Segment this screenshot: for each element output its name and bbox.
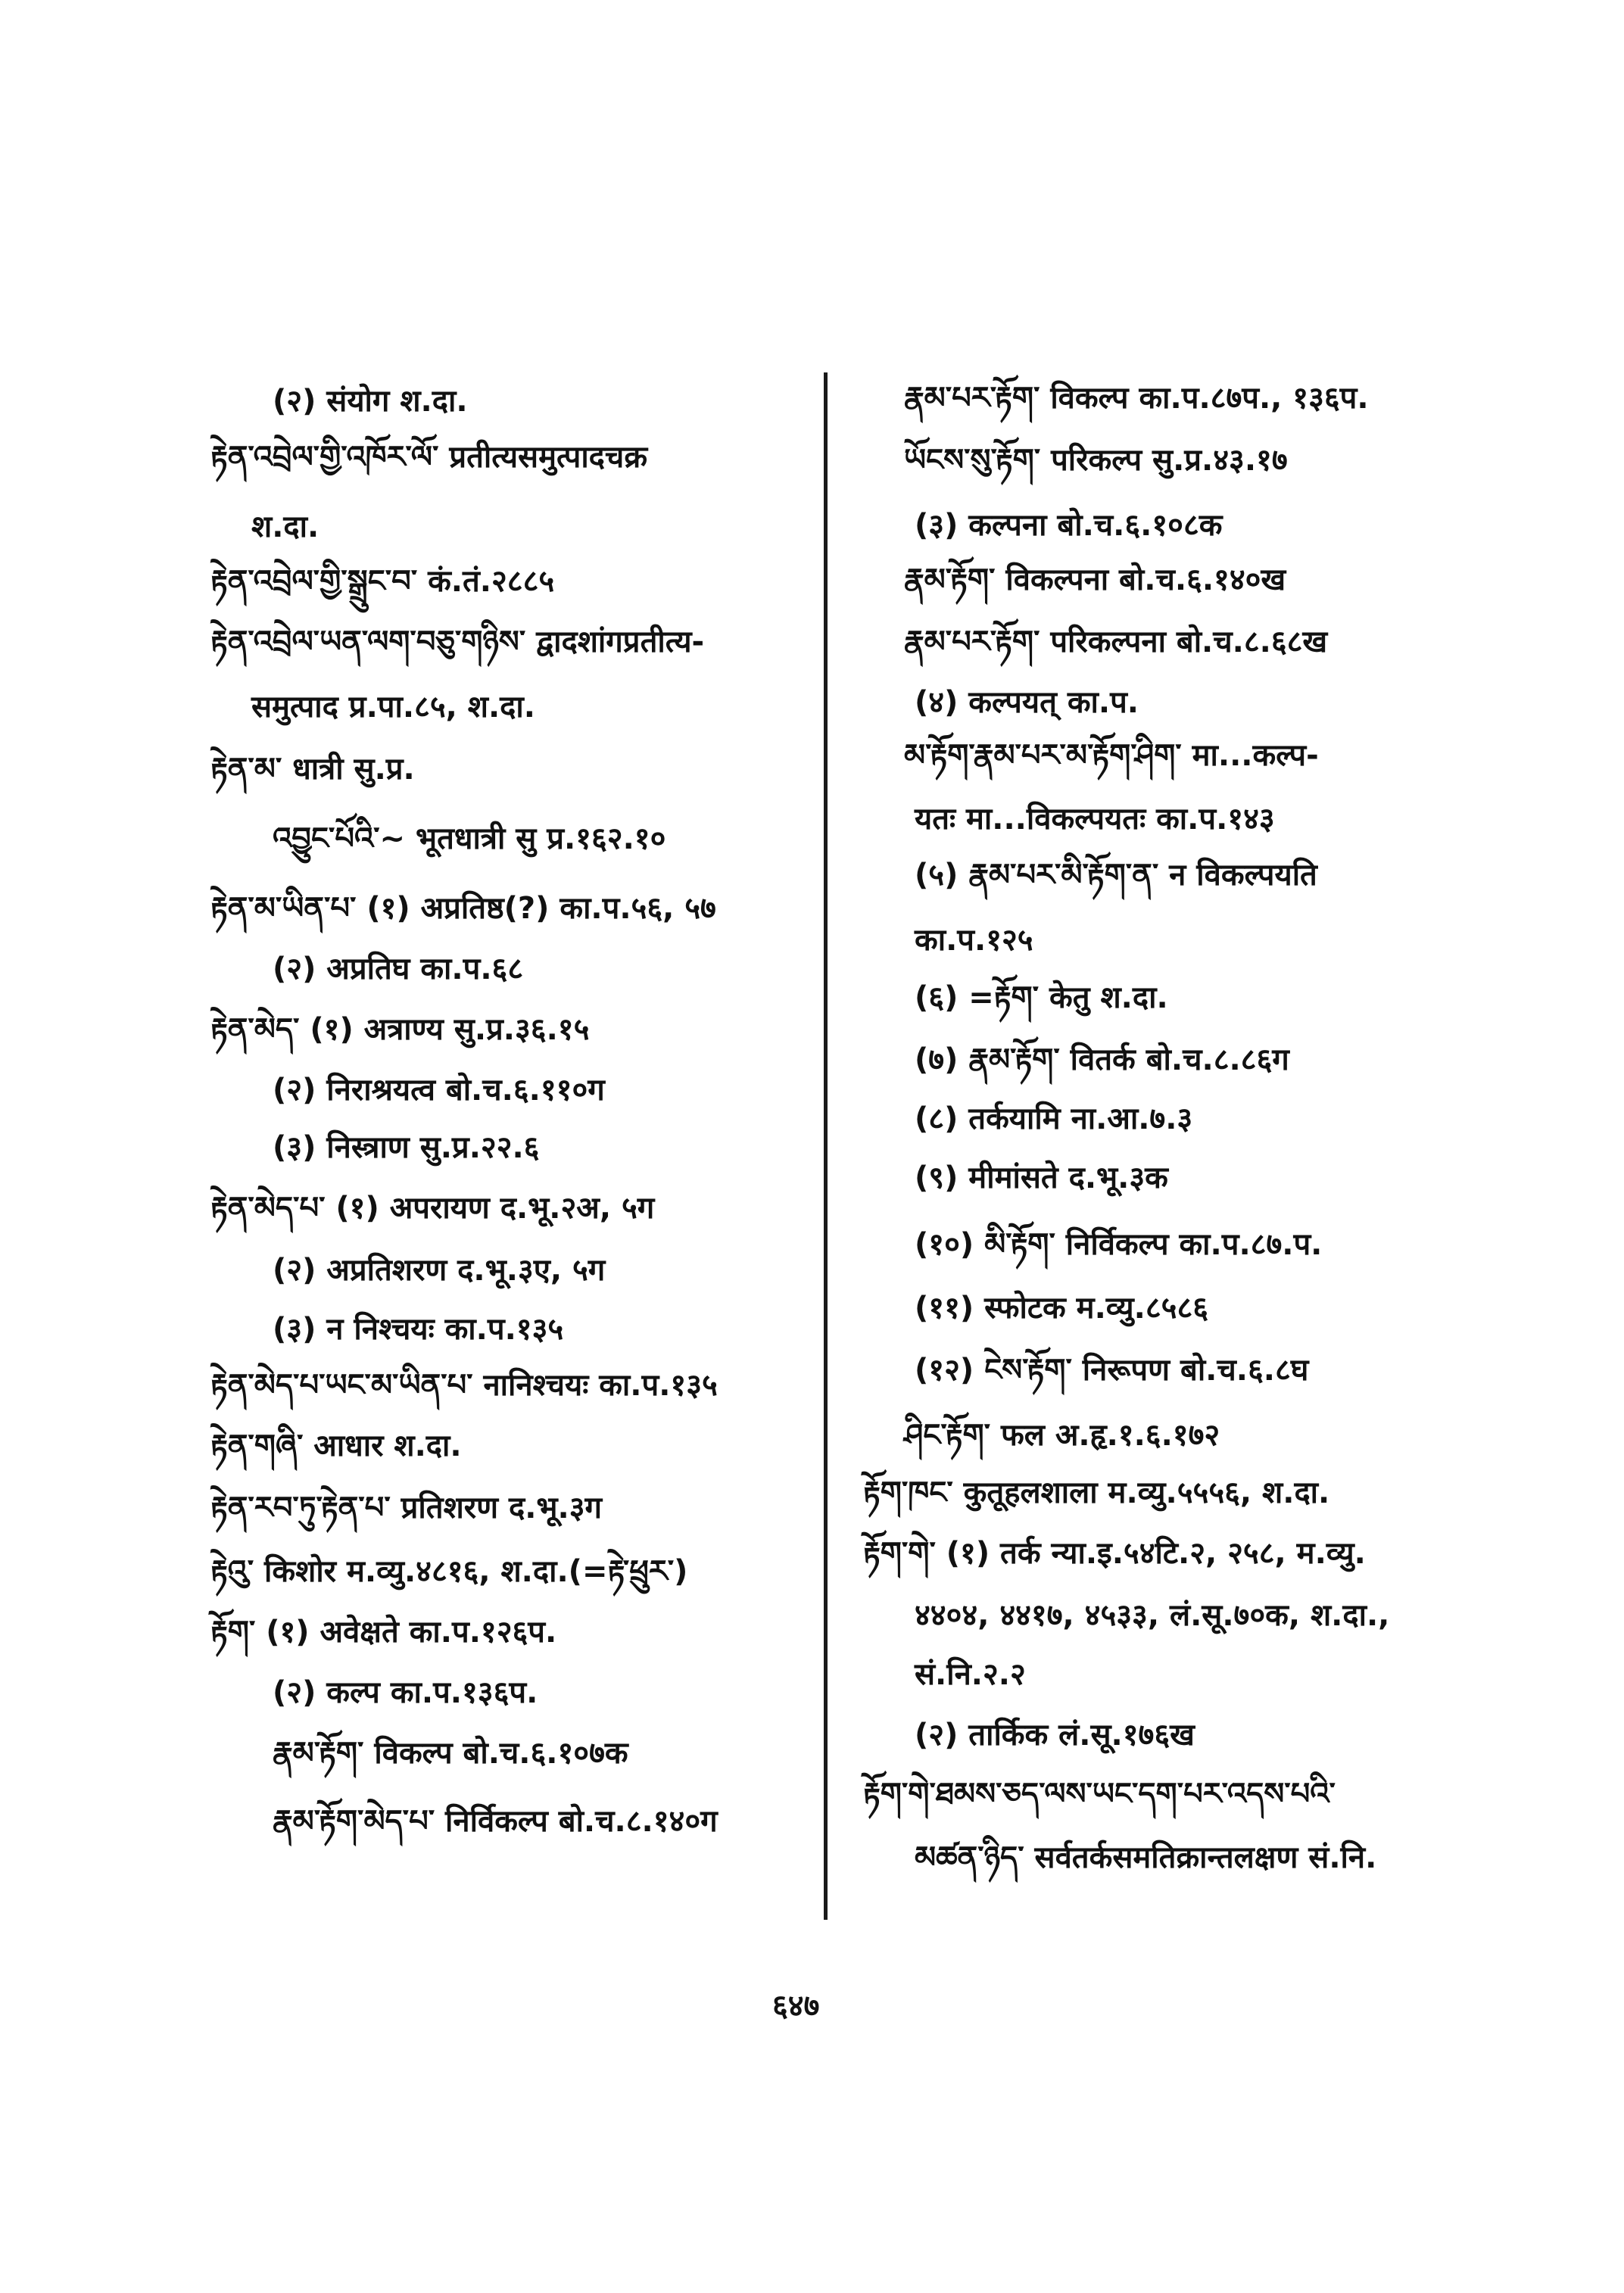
entry-line: (८) तर्कयामि ना.आ.७.३ (915, 1101, 1193, 1136)
entry-line: རྟོག་གེ་ཐམས་ཅད་ལས་ཡང་དག་པར་འདས་པའི་ (863, 1777, 1336, 1812)
entry-line: རྟོག་ཁང་ कुतूहलशाला म.व्यु.५५५६, श.दा. (863, 1475, 1330, 1510)
entry-line: (१०) མི་རྟོག་ निर्विकल्प का.प.८७.प. (915, 1227, 1323, 1262)
entry-line: རྟེའུ་ किशोर म.व्यु.४८१६, श.दा.(=རྟེ་ཕྲུར་) (210, 1554, 688, 1589)
entry-line: (७) རྣམ་རྟོག་ वितर्क बो.च.८.८६ग (915, 1042, 1289, 1077)
entry-line: (९) मीमांसते द.भू.३क (915, 1161, 1168, 1195)
entry-line: རྣམ་རྟོག་ विकल्प बो.च.६.१०७क (273, 1736, 628, 1771)
entry-line: (५) རྣམ་པར་མི་རྟོག་ན་ न विकल्पयति (915, 858, 1317, 893)
entry-line: རྣམ་པར་རྟོག་ परिकल्पना बो.च.८.६८ख (904, 625, 1328, 659)
entry-line: རྣམ་པར་རྟོག་ विकल्प का.प.८७प., १३६प. (904, 381, 1369, 416)
entry-line: (३) कल्पना बो.च.६.१०८क (915, 508, 1223, 543)
entry-line: का.प.१२५ (915, 923, 1033, 958)
entry-line: རྟེན་མེད་པ་ (१) अपरायण द.भू.२अ, ५ग (210, 1191, 655, 1226)
entry-line: རྟེན་འབྲེལ་གྱི་སྒྲུང་བ་ कं.तं.२८८५ (210, 564, 555, 599)
entry-line: (११) स्फोटक म.व्यु.८५८६ (915, 1291, 1209, 1326)
entry-line: རྟེན་མ་ཡིན་པ་ (१) अप्रतिष्ठ(?) का.प.५६, ५७ (210, 891, 716, 926)
entry-line: རྟེན་གཞི་ आधार श.दा. (210, 1428, 462, 1463)
entry-line: (३) निस्त्राण सु.प्र.२२.६ (273, 1130, 540, 1165)
entry-line: (४) कल्पयत् का.प. (915, 685, 1139, 720)
entry-line: མ་རྟོག་རྣམ་པར་མ་རྟོག་ཤིག་ मा...कल्प- (904, 738, 1319, 773)
entry-line: (१२) ངེས་རྟོག་ निरूपण बो.च.६.८घ (915, 1353, 1309, 1388)
entry-line: ४४०४, ४४१७, ४५३३, लं.सू.७०क, श.दा., (915, 1598, 1390, 1633)
entry-line: རྣམ་རྟོག་ विकल्पना बो.च.६.१४०ख (904, 562, 1286, 597)
entry-line: རྟེན་མ་ धात्री सु.प्र. (210, 752, 415, 787)
entry-line: རྟེན་མེད་ (१) अत्राण्य सु.प्र.३६.१५ (210, 1012, 590, 1047)
entry-line: ཤིང་རྟོག་ फल अ.हृ.१.६.१७२ (904, 1418, 1220, 1453)
entry-line: རྟོག་ (१) अवेक्षते का.प.१२६प. (210, 1615, 557, 1650)
entry-line: (६) =རྟོག་ केतु श.दा. (915, 980, 1168, 1015)
entry-line: यतः मा...विकल्पयतः का.प.१४३ (915, 802, 1275, 837)
entry-line: རྟེན་རབ་ཏུ་རྟེན་པ་ प्रतिशरण द.भू.३ग (210, 1491, 603, 1525)
entry-line: सं.नि.२.२ (915, 1657, 1026, 1692)
entry-line: (२) कल्प का.प.१३६प. (273, 1675, 538, 1710)
entry-line: (२) अप्रतिशरण द.भू.३ए, ५ग (273, 1253, 606, 1288)
entry-line: समुत्पाद प्र.पा.८५, श.दा. (251, 690, 535, 724)
entry-line: श.दा. (251, 509, 320, 544)
entry-line: རྟེན་མེད་པ་ཡང་མ་ཡིན་པ་ नानिश्चयः का.प.१३५ (210, 1368, 718, 1403)
entry-line: (३) न निश्चयः का.प.१३५ (273, 1312, 564, 1347)
entry-line: འབྱུང་པོའི་~ भूतधात्री सु प्र.१६२.१० (273, 821, 666, 856)
entry-line: རྣམ་རྟོག་མེད་པ་ निर्विकल्प बो.च.८.१४०ग (273, 1804, 718, 1839)
entry-line: (२) निराश्रयत्व बो.च.६.११०ग (273, 1073, 605, 1108)
entry-line: (२) अप्रतिघ का.प.६८ (273, 952, 524, 986)
column-divider (824, 372, 828, 1920)
entry-line: རྟེན་འབྲེལ་ཡན་ལག་བཅུ་གཉིས་ द्वादशांगप्रतीत्य- (210, 625, 705, 659)
entry-line: མཚན་ཉིད་ सर्वतर्कसमतिक्रान्तलक्षण सं.नि. (915, 1840, 1377, 1875)
entry-line: རྟེན་འབྲེལ་གྱི་འཁོར་ལོ་ प्रतीत्यसमुत्पादचक्र (210, 440, 648, 475)
page-number: ६४७ (772, 1989, 820, 2024)
entry-line: ཡོངས་སུ་རྟོག་ परिकल्प सु.प्र.४३.१७ (904, 443, 1288, 478)
entry-line: (२) तार्किक लं.सू.१७६ख (915, 1718, 1195, 1752)
entry-line: (२) संयोग श.दा. (273, 384, 468, 419)
entry-line: རྟོག་གེ་ (१) तर्क न्या.इ.५४टि.२, २५८, म.व्यु. (863, 1536, 1366, 1571)
